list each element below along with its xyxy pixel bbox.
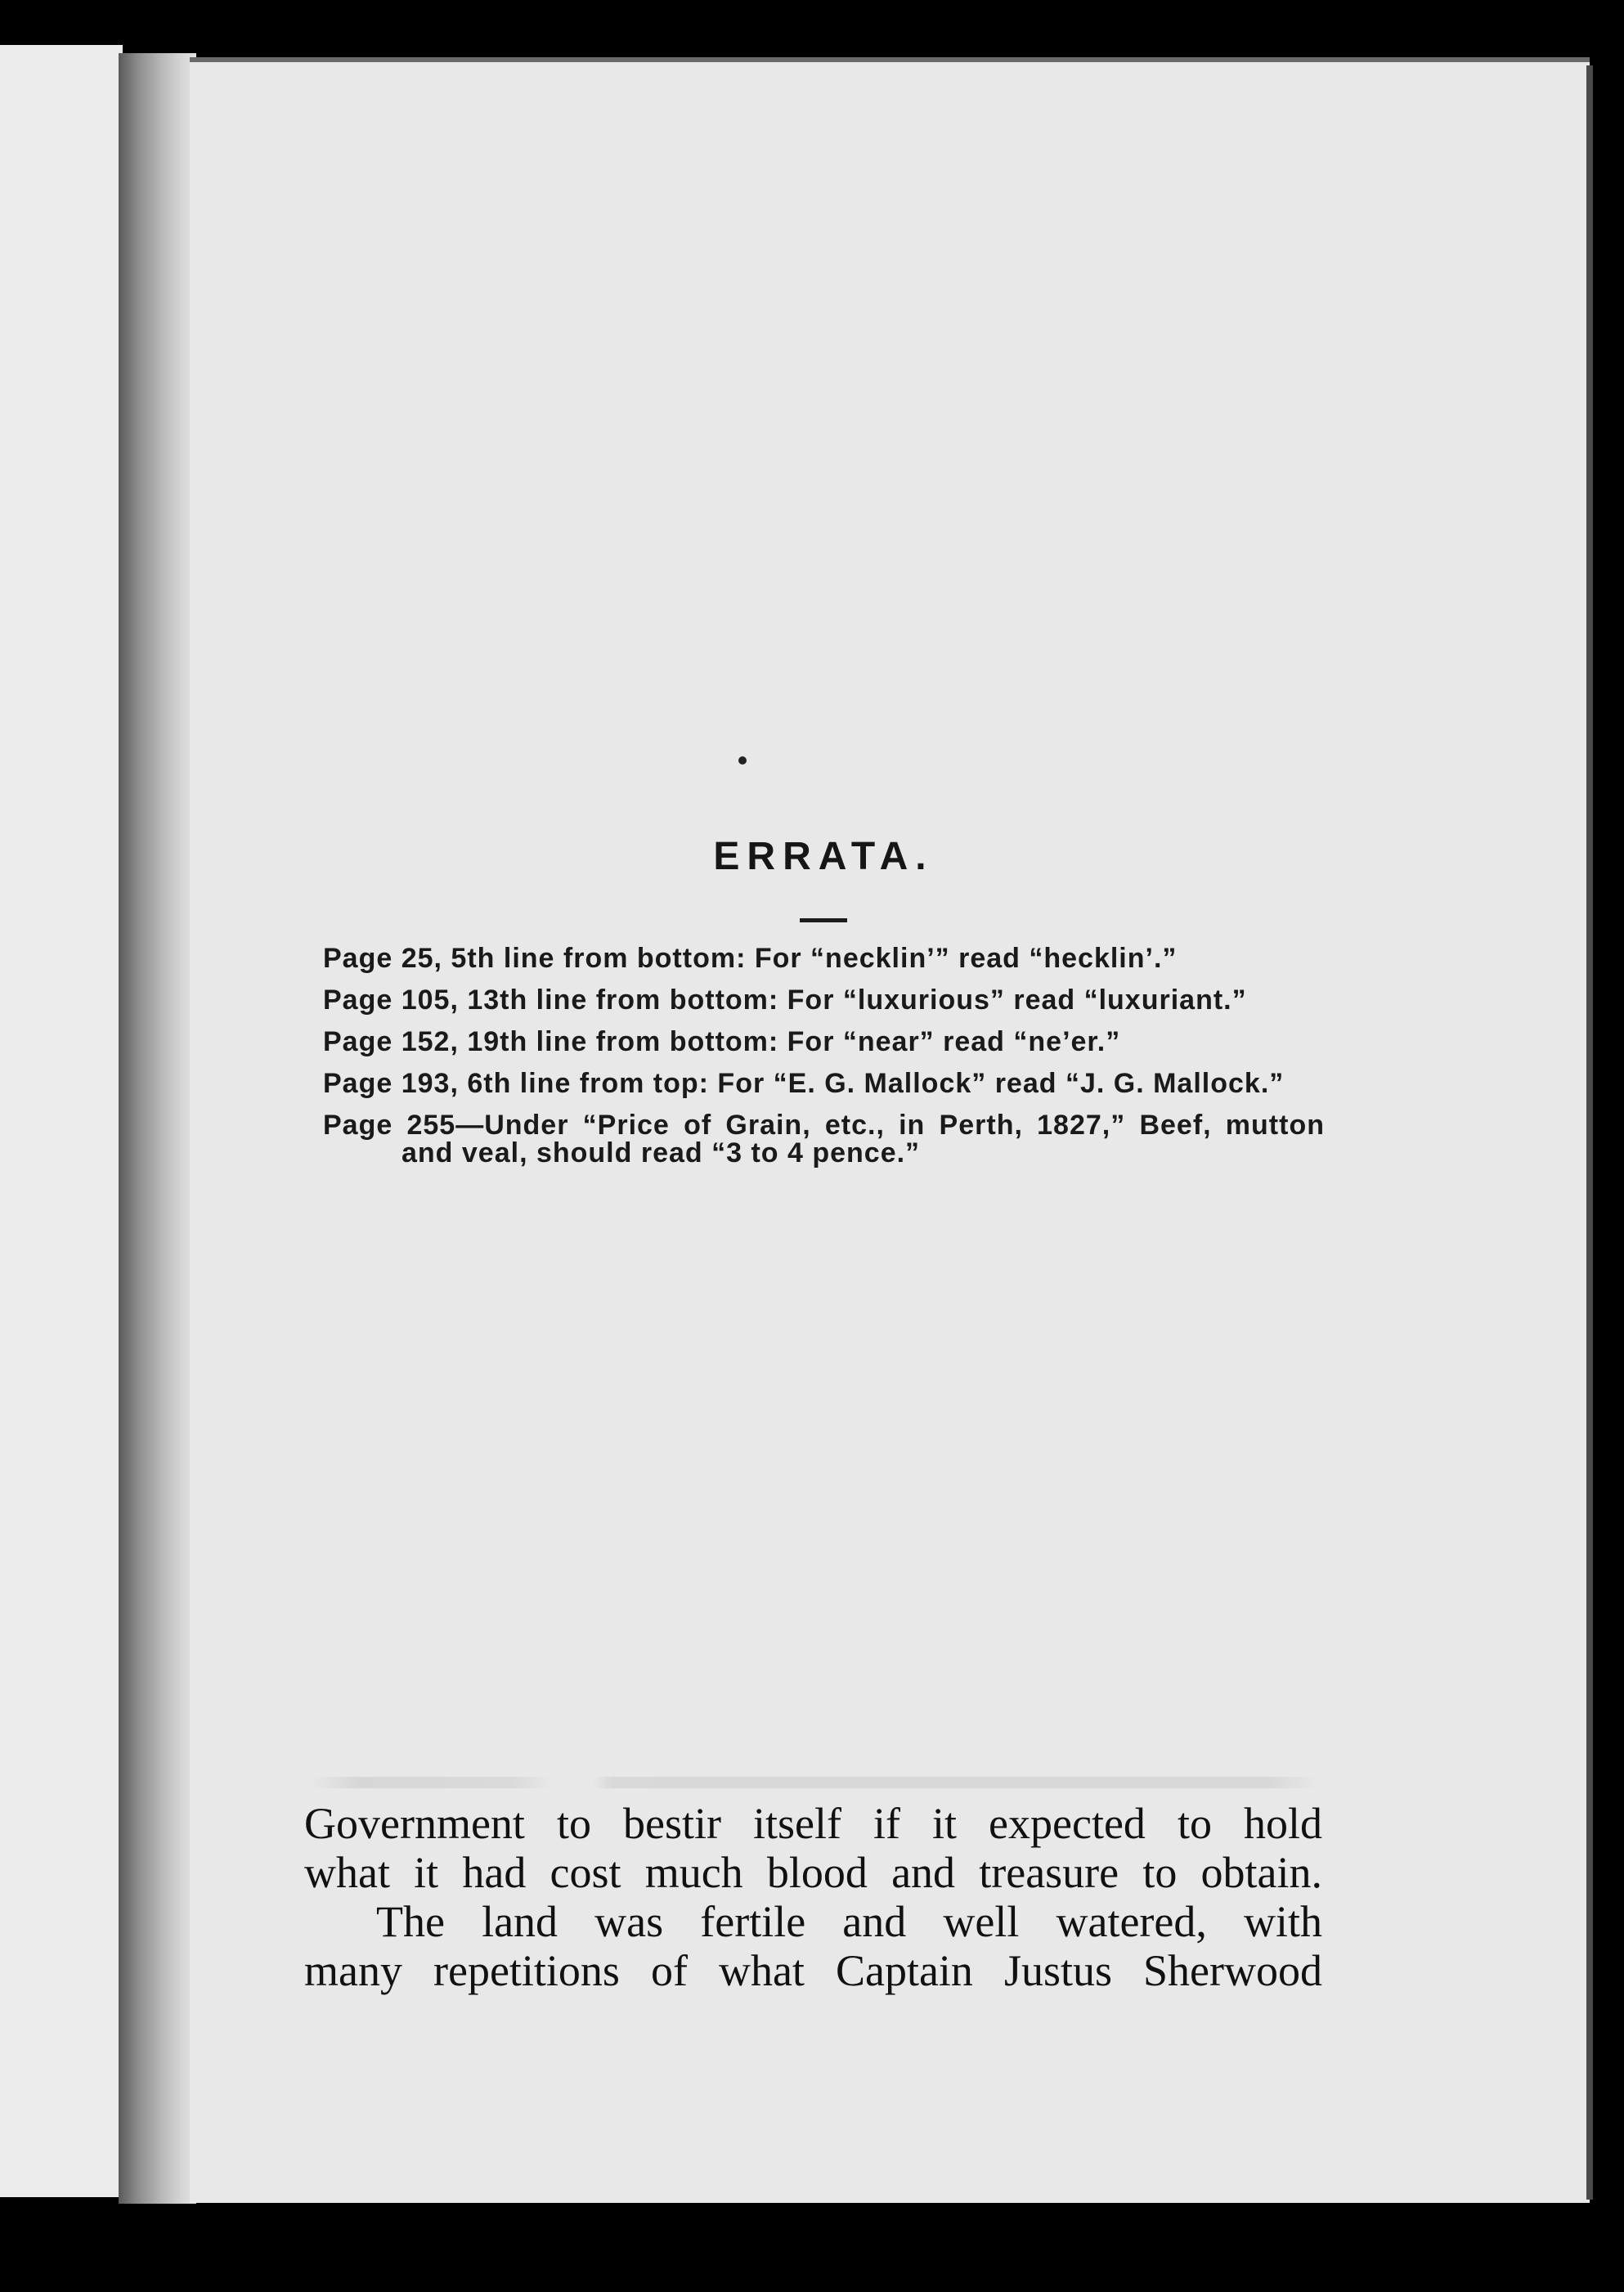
body-text-line: what it had cost much blood and treasure to obtain.	[304, 1848, 1322, 1897]
page-edge	[1586, 65, 1593, 2200]
errata-entry: Page 193, 6th line from top: For “E. G. Mallock” read “J. G. Mallock.”	[323, 1068, 1285, 1099]
body-text-line: The land was fertile and well watered, with	[376, 1897, 1322, 1946]
errata-heading: ERRATA.	[713, 835, 934, 878]
errata-entry: Page 25, 5th line from bottom: For “necklin’” read “hecklin’.”	[323, 943, 1178, 974]
errata-entry: Page 152, 19th line from bottom: For “near” read “ne’er.”	[323, 1026, 1121, 1057]
errata-entry: Page 105, 13th line from bottom: For “luxurious” read “luxuriant.”	[323, 985, 1247, 1016]
facing-page	[0, 45, 123, 2197]
errata-list	[323, 944, 1325, 1181]
book-spine-gutter	[119, 53, 196, 2204]
body-text-line: Government to bestir itself if it expected to hold	[304, 1799, 1322, 1848]
heading-rule	[800, 918, 847, 922]
ink-dot-mark	[738, 756, 747, 765]
show-through-text	[311, 1777, 1317, 1788]
body-text-line: many repetitions of what Captain Justus Sherwood	[304, 1946, 1322, 1995]
bleed-through-body-text	[304, 1799, 1322, 1995]
errata-entry: Page 255—Under “Price of Grain, etc., in Perth, 1827,” Beef, mutton and veal, should read “3 to 4 pence.”	[323, 1110, 1325, 1168]
